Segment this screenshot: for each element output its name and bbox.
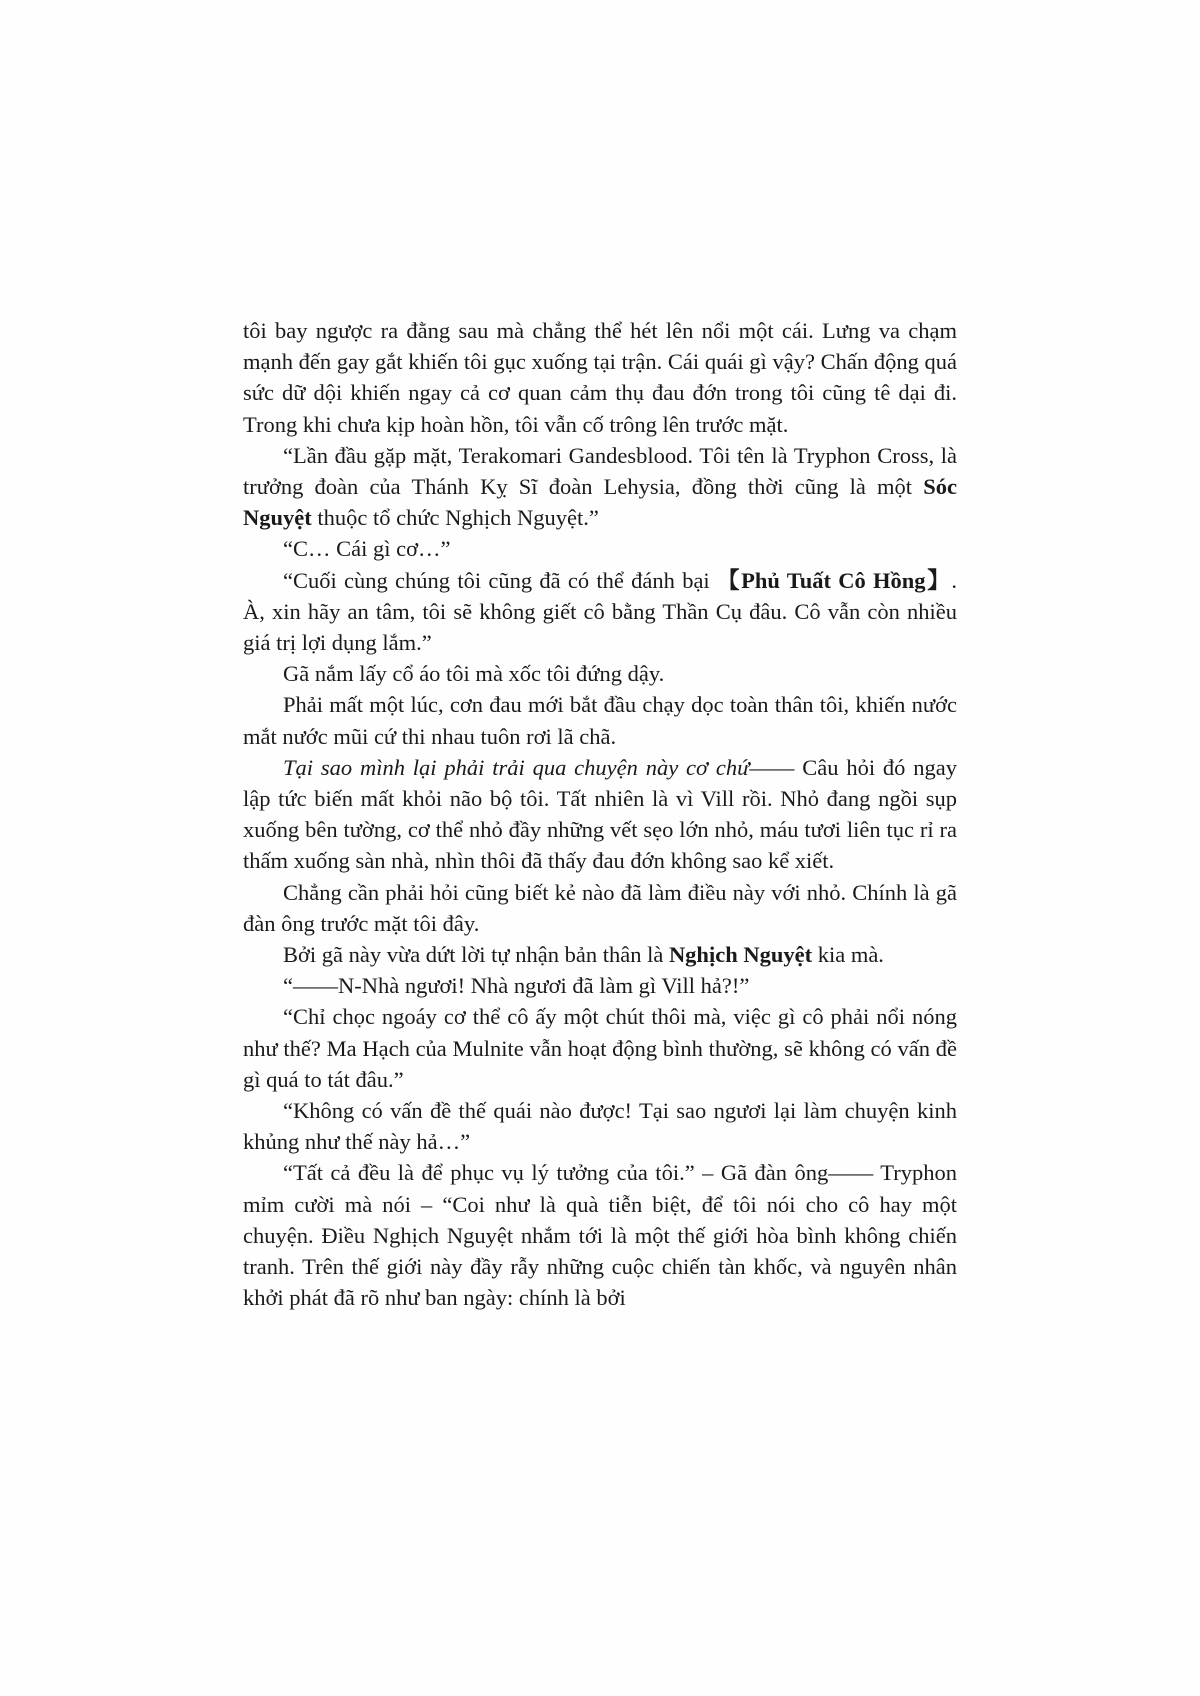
text-segment: “Không có vấn đề thế quái nào được! Tại sao ngươi lại làm chuyện kinh khủng như thế này hả…” (243, 1098, 957, 1155)
paragraph (243, 533, 957, 564)
paragraph (243, 1095, 957, 1157)
text-segment: Bởi gã này vừa dứt lời tự nhận bản thân là (283, 942, 669, 968)
text-segment: kia mà. (812, 942, 884, 968)
body-text (243, 315, 957, 1314)
text-segment: tôi bay ngược ra đằng sau mà chẳng thể hét lên nổi một cái. Lưng va chạm mạnh đến gay gắt khiến tôi gục xuống tại trận. Cái quái gì vậy? Chấn động quá sức dữ dội khiến ngay cả cơ quan cảm thụ đau đớn trong tôi cũng tê dại đi. Trong khi chưa kịp hoàn hồn, tôi vẫn cố trông lên trước mặt. (243, 318, 957, 437)
paragraph (243, 565, 957, 659)
text-segment: Gã nắm lấy cổ áo tôi mà xốc tôi đứng dậy. (283, 661, 665, 687)
paragraph (243, 877, 957, 939)
bold-term: Sóc Nguyệt (243, 474, 957, 531)
text-segment: “Chỉ chọc ngoáy cơ thể cô ấy một chút thôi mà, việc gì cô phải nổi nóng như thế? Ma Hạch của Mulnite vẫn hoạt động bình thường, sẽ không có vấn đề gì quá to tát đâu.” (243, 1004, 957, 1092)
text-segment: thuộc tổ chức Nghịch Nguyệt.” (311, 505, 599, 531)
text-segment: —— Câu hỏi đó ngay lập tức biến mất khỏi não bộ tôi. Tất nhiên là vì Vill rồi. Nhỏ đang ngồi sụp xuống bên tường, cơ thể nhỏ đầy những vết sẹo lớn nhỏ, máu tươi liên tục rỉ ra thấm xuống sàn nhà, nhìn thôi đã thấy đau đớn không sao kể xiết. (243, 754, 958, 874)
bold-term: Nghịch Nguyệt (668, 942, 813, 968)
paragraph (243, 1001, 957, 1095)
paragraph (243, 939, 957, 970)
paragraph (243, 689, 957, 751)
text-segment: Chẳng cần phải hỏi cũng biết kẻ nào đã làm điều này với nhỏ. Chính là gã đàn ông trước mặt tôi đây. (243, 879, 957, 936)
text-segment: “Cuối cùng chúng tôi cũng đã có thể đánh bại (283, 567, 717, 593)
text-segment: “Lần đầu gặp mặt, Terakomari Gandesblood. Tôi tên là Tryphon Cross, là trưởng đoàn của Thánh Kỵ Sĩ đoàn Lehysia, đồng thời cũng là một (243, 442, 957, 500)
italic-thought: Tại sao mình lại phải trải qua chuyện này cơ chứ (283, 754, 750, 780)
text-segment: “——N-Nhà ngươi! Nhà ngươi đã làm gì Vill hả?!” (283, 973, 750, 999)
text-segment: “C… Cái gì cơ…” (283, 536, 451, 562)
text-segment: “Tất cả đều là để phục vụ lý tưởng của tôi.” – Gã đàn ông—— Tryphon mỉm cười mà nói – “Coi như là quà tiễn biệt, để tôi nói cho cô hay một chuyện. Điều Nghịch Nguyệt nhắm tới là một thế giới hòa bình không chiến tranh. Trên thế giới này đầy rẫy những cuộc chiến tàn khốc, và nguyên nhân khởi phát đã rõ như ban ngày: chính là bởi (243, 1160, 957, 1311)
paragraph (243, 315, 957, 440)
paragraph (243, 658, 957, 689)
paragraph (243, 440, 957, 534)
text-segment: Phải mất một lúc, cơn đau mới bắt đầu chạy dọc toàn thân tôi, khiến nước mắt nước mũi cứ thi nhau tuôn rơi lã chã. (243, 692, 957, 749)
paragraph (243, 1157, 957, 1313)
paragraph (243, 970, 957, 1001)
text-segment: . À, xin hãy an tâm, tôi sẽ không giết cô bằng Thần Cụ đâu. Cô vẫn còn nhiều giá trị lợi dụng lắm.” (243, 567, 957, 656)
bold-term: 【Phủ Tuất Cô Hồng】 (716, 567, 952, 593)
paragraph (243, 752, 957, 877)
